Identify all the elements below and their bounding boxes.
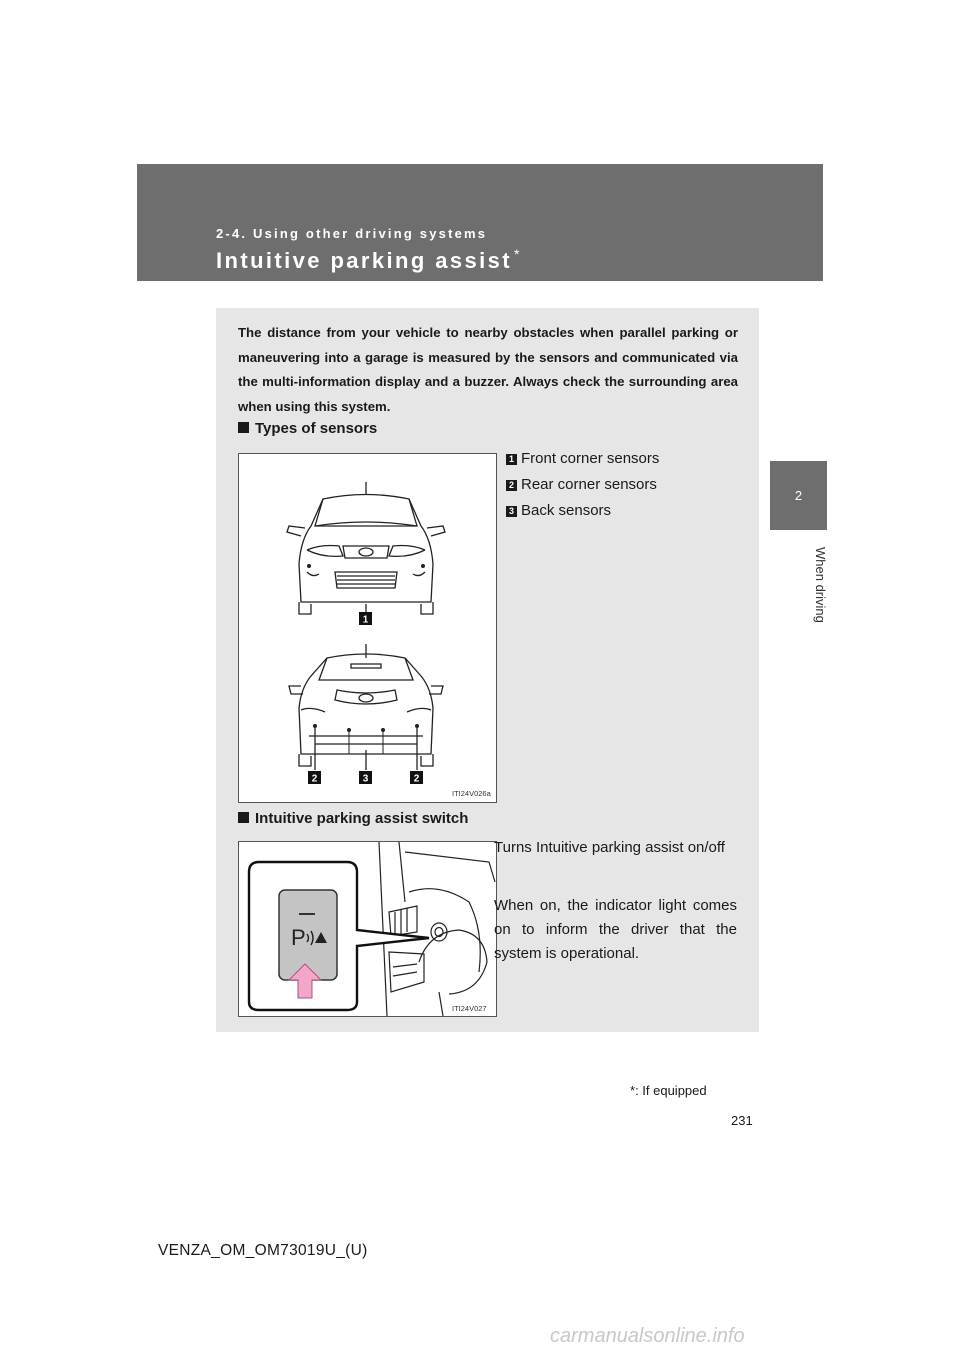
section-label: 2-4. Using other driving systems [216,226,488,241]
page-title [216,246,519,274]
sensors-heading-text: Types of sensors [255,420,378,437]
callout-rear-right [410,771,423,785]
header-bar [137,164,823,281]
equipped-mark: * [514,246,520,262]
legend-label: Front corner sensors [521,450,660,467]
callout-rear-left [308,771,321,785]
page-number: 231 [731,1113,753,1128]
legend-number: 2 [506,480,517,491]
svg-text:3: 3 [362,773,369,785]
legend-number: 3 [506,506,517,517]
footnote-mark: * [630,1083,636,1098]
sensors-figure [238,453,497,803]
svg-text:2: 2 [413,773,420,785]
footnote-text: : If equipped [635,1083,707,1098]
footnote [630,1083,707,1098]
heading-bullet-icon [238,812,249,823]
callout-back [359,771,372,785]
vehicle-sensors-illustration [239,454,496,802]
chapter-tab[interactable]: 2 [770,461,827,530]
intro-paragraph: The distance from your vehicle to nearby obstacles when parallel parking or maneuvering into a garage is measured by the sensors and communicated via the multi-information display and a buzzer. Always check the surrounding area when using this system. [238,325,738,414]
legend-front-corner [506,450,659,467]
legend-number: 1 [506,454,517,465]
switch-heading-text: Intuitive parking assist switch [255,810,469,827]
svg-text:1: 1 [362,614,369,626]
legend-back [506,502,611,519]
switch-heading [238,810,468,827]
sensors-heading [238,420,377,437]
document-code: VENZA_OM_OM73019U_(U) [158,1242,368,1259]
sensors-figure-id: ITI24V026a [452,789,491,798]
page-title-text: Intuitive parking assist [216,248,513,273]
callout-front [359,612,372,626]
content-box [216,308,759,1032]
legend-label: Back sensors [521,502,612,519]
svg-text:2: 2 [311,773,318,785]
legend-rear-corner [506,476,657,493]
switch-paragraph-2: When on, the indicator light comes on to inform the driver that the system is operational. [494,897,737,962]
switch-paragraph-1: Turns Intuitive parking assist on/off [494,839,725,856]
chapter-label: When driving [813,547,828,623]
watermark: carmanualsonline.info [550,1325,745,1347]
switch-illustration [239,842,496,1016]
switch-figure [238,841,497,1017]
heading-bullet-icon [238,422,249,433]
legend-label: Rear corner sensors [521,476,657,493]
svg-text:P: P [291,925,306,950]
switch-figure-id: ITI24V027 [452,1004,487,1013]
